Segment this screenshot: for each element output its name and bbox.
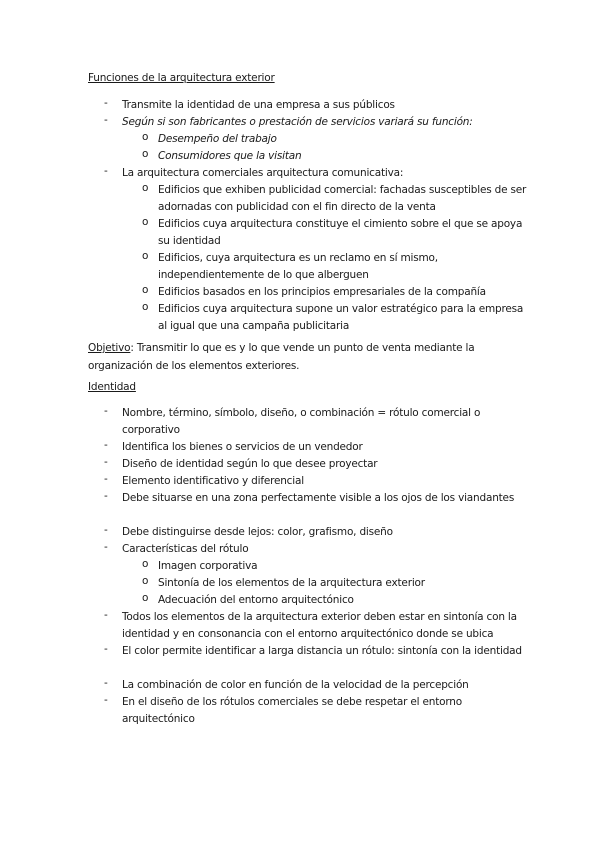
list-item: La arquitectura comerciales arquitectura comunicativa:	[122, 167, 404, 179]
list-item: Características del rótulo	[122, 543, 249, 555]
objective-label: Objetivo	[88, 342, 131, 354]
list-item: En el diseño de los rótulos comerciales se debe respetar el entorno arquitectónico	[122, 696, 462, 725]
bullet-dash: -	[104, 456, 108, 468]
bullet-dash: -	[104, 97, 108, 109]
list-item: Diseño de identidad según lo que desee proyectar	[122, 458, 378, 470]
sub-list-item: Edificios cuya arquitectura supone un valor estratégico para la empresa al igual que una campaña publicitaria	[158, 303, 524, 332]
bullet-dash: -	[104, 694, 108, 706]
bullet-circle: o	[142, 575, 149, 587]
section-title-funciones: Funciones de la arquitectura exterior	[88, 72, 275, 84]
section-title-identidad: Identidad	[88, 381, 136, 393]
bullet-dash: -	[104, 439, 108, 451]
bullet-dash: -	[104, 524, 108, 536]
list-item: Debe situarse en una zona perfectamente visible a los ojos de los viandantes	[122, 492, 515, 504]
list-item: Según si son fabricantes o prestación de servicios variará su función:	[122, 116, 473, 128]
bullet-circle: o	[142, 148, 149, 160]
bullet-dash: -	[104, 609, 108, 621]
sub-list-item: Imagen corporativa	[158, 560, 258, 572]
list-item: Identifica los bienes o servicios de un vendedor	[122, 441, 363, 453]
bullet-circle: o	[142, 182, 149, 194]
bullet-circle: o	[142, 301, 149, 313]
list-item: Debe distinguirse desde lejos: color, grafismo, diseño	[122, 526, 393, 538]
bullet-dash: -	[104, 473, 108, 485]
list-item: Transmite la identidad de una empresa a sus públicos	[122, 99, 395, 111]
sub-list-item: Desempeño del trabajo	[158, 133, 277, 145]
bullet-circle: o	[142, 216, 149, 228]
list-item: La combinación de color en función de la velocidad de la percepción	[122, 679, 469, 691]
list-item: El color permite identificar a larga distancia un rótulo: sintonía con la identidad	[122, 645, 522, 657]
bullet-circle: o	[142, 558, 149, 570]
bullet-dash: -	[104, 643, 108, 655]
sub-list-item: Edificios que exhiben publicidad comercial: fachadas susceptibles de ser adornadas con publicidad con el fin directo de la venta	[158, 184, 527, 213]
bullet-dash: -	[104, 165, 108, 177]
bullet-dash: -	[104, 677, 108, 689]
sub-list-item: Edificios basados en los principios empresariales de la compañía	[158, 286, 486, 298]
bullet-circle: o	[142, 131, 149, 143]
bullet-dash: -	[104, 541, 108, 553]
objective-text: : Transmitir lo que es y lo que vende un punto de venta mediante la organización de los elementos exteriores.	[88, 342, 475, 372]
bullet-circle: o	[142, 250, 149, 262]
sub-list-item: Consumidores que la visitan	[158, 150, 302, 162]
list-item: Nombre, término, símbolo, diseño, o combinación = rótulo comercial o corporativo	[122, 407, 481, 436]
list-item: Elemento identificativo y diferencial	[122, 475, 304, 487]
bullet-dash: -	[104, 114, 108, 126]
sub-list-item: Adecuación del entorno arquitectónico	[158, 594, 354, 606]
sub-list-item: Sintonía de los elementos de la arquitectura exterior	[158, 577, 425, 589]
sub-list-item: Edificios cuya arquitectura constituye el cimiento sobre el que se apoya su identidad	[158, 218, 523, 247]
list-item: Todos los elementos de la arquitectura exterior deben estar en sintonía con la identidad y en consonancia con el entorno arquitectónico donde se ubica	[122, 611, 517, 640]
bullet-circle: o	[142, 592, 149, 604]
bullet-circle: o	[142, 284, 149, 296]
objective-paragraph	[88, 339, 528, 375]
bullet-dash: -	[104, 490, 108, 502]
bullet-dash: -	[104, 405, 108, 417]
sub-list-item: Edificios, cuya arquitectura es un reclamo en sí mismo, independientemente de lo que alberguen	[158, 252, 438, 281]
